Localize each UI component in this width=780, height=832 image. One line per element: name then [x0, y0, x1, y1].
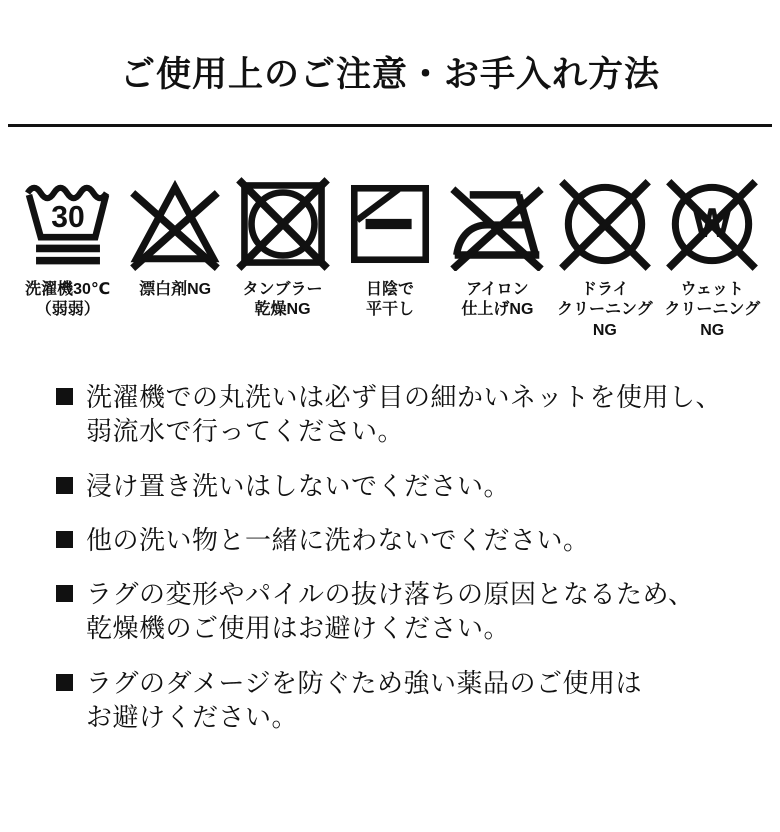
care-symbol-label [557, 280, 653, 342]
care-symbol-no-tumble-dry [229, 177, 336, 322]
label-line: クリーニング [664, 301, 761, 319]
page-title: ご使用上のご注意・お手入れ方法 [119, 55, 660, 94]
care-note-text [86, 523, 590, 557]
care-symbol-wash-30 [14, 177, 121, 322]
care-note-text [86, 666, 642, 735]
no-wet-cleaning-icon [665, 177, 759, 271]
no-dry-cleaning-icon [558, 177, 652, 271]
care-note-text [86, 469, 510, 503]
label-line: 洗濯機30℃ [25, 280, 111, 298]
wash-30-gentle-icon [21, 177, 115, 271]
note-line: 他の洗い物と一緒に洗わないでください。 [86, 524, 590, 555]
care-symbol-label [366, 280, 414, 322]
note-line: ラグの変形やパイルの抜け落ちの原因となるため、 [86, 579, 695, 610]
wet-cleaning-letter: W [692, 199, 732, 246]
care-symbols-row [0, 177, 780, 342]
care-symbol-label [664, 280, 760, 342]
wash-temperature-value: 30 [50, 200, 85, 234]
care-symbol-label [25, 280, 110, 322]
label-line: タンブラー [242, 280, 323, 298]
care-note-item [56, 666, 748, 735]
label-line: （弱弱） [35, 301, 100, 319]
care-note-item [56, 523, 748, 557]
label-line: NG [592, 322, 617, 340]
care-note-item [56, 469, 748, 503]
care-symbol-no-wet-cleaning [659, 177, 766, 342]
note-line: ラグのダメージを防ぐため強い薬品のご使用は [86, 667, 642, 698]
title-divider [8, 124, 772, 127]
note-line: 洗濯機での丸洗いは必ず目の細かいネットを使用し、 [86, 381, 723, 412]
no-bleach-icon [128, 177, 222, 271]
care-symbol-label [139, 280, 211, 301]
label-line: クリーニング [556, 301, 653, 319]
note-line: お避けください。 [86, 702, 299, 733]
square-bullet-icon [56, 585, 73, 602]
care-symbol-no-dry-cleaning [551, 177, 658, 342]
label-line: アイロン [466, 280, 529, 298]
care-note-text [86, 380, 722, 449]
no-iron-icon [450, 177, 544, 271]
care-symbol-label [461, 280, 533, 322]
label-line: ウェット [680, 280, 744, 298]
square-bullet-icon [56, 531, 73, 548]
care-symbol-flat-dry-in-shade [336, 177, 443, 322]
square-bullet-icon [56, 477, 73, 494]
note-line: 浸け置き洗いはしないでください。 [86, 470, 511, 501]
care-note-text [86, 577, 694, 646]
care-symbol-no-iron [444, 177, 551, 322]
note-line: 乾燥機のご使用はお避けください。 [86, 613, 511, 644]
care-notes-list [56, 380, 748, 735]
label-line: 日陰で [365, 280, 414, 298]
label-line: ドライ [581, 280, 629, 298]
care-note-item [56, 380, 748, 449]
label-line: 仕上げNG [461, 301, 534, 319]
label-line: 乾燥NG [254, 301, 311, 319]
care-symbol-no-bleach [121, 177, 228, 301]
note-line: 弱流水で行ってください。 [86, 416, 405, 447]
flat-dry-in-shade-icon [343, 177, 437, 271]
care-note-item [56, 577, 748, 646]
label-line: 平干し [365, 301, 414, 319]
no-tumble-dry-icon [236, 177, 330, 271]
square-bullet-icon [56, 674, 73, 691]
label-line: 漂白剤NG [139, 280, 212, 298]
square-bullet-icon [56, 388, 73, 405]
label-line: NG [700, 322, 725, 340]
care-symbol-label [243, 280, 323, 322]
